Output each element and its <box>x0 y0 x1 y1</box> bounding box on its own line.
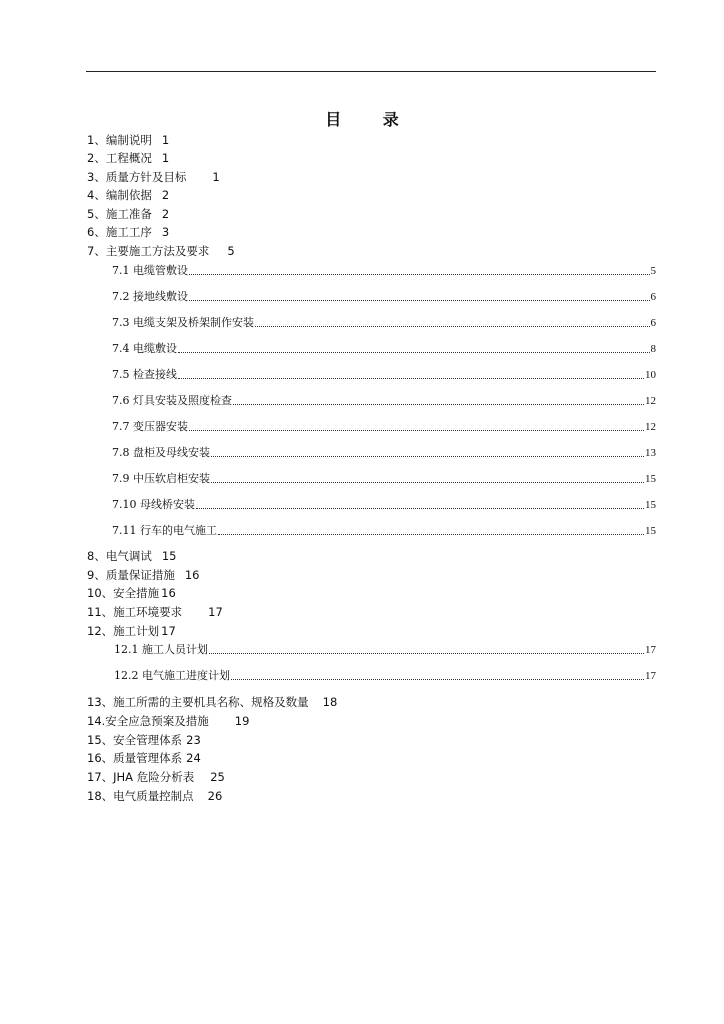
toc-entry[interactable]: 16、质量管理体系 24 <box>87 751 201 765</box>
leader-dots <box>189 273 650 275</box>
leader-dots <box>189 299 650 301</box>
leader-dots <box>189 429 644 431</box>
toc-entry[interactable]: 9、质量保证措施 16 <box>87 568 200 582</box>
toc-subentry[interactable]: 7.2 接地线敷设 6 <box>112 290 656 303</box>
toc-subentry[interactable]: 12.2 电气施工进度计划 17 <box>114 669 656 682</box>
toc-entry[interactable]: 8、电气调试 15 <box>87 549 177 563</box>
toc-subentry[interactable]: 7.3 电缆支架及桥架制作安装 6 <box>112 316 656 329</box>
leader-dots <box>211 481 644 483</box>
toc-subentry[interactable]: 7.10 母线桥安装 15 <box>112 498 656 511</box>
toc-entry[interactable]: 12、施工计划 17 <box>87 624 176 638</box>
toc-entry[interactable]: 7、主要施工方法及要求 5 <box>87 244 235 258</box>
leader-dots <box>196 507 644 509</box>
toc-entry[interactable]: 14.安全应急预案及措施 19 <box>87 714 250 728</box>
toc-subentry[interactable]: 7.4 电缆敷设 8 <box>112 342 656 355</box>
leader-dots <box>218 533 644 535</box>
toc-entry[interactable]: 18、电气质量控制点 26 <box>87 789 223 803</box>
toc-subentry[interactable]: 7.11 行车的电气施工 15 <box>112 524 656 537</box>
toc-entry[interactable]: 2、工程概况 1 <box>87 151 170 165</box>
leader-dots <box>209 652 644 654</box>
toc-entry[interactable]: 11、施工环境要求 17 <box>87 605 223 619</box>
leader-dots <box>178 377 644 379</box>
toc-title: 目 录 <box>325 110 417 129</box>
toc-entry[interactable]: 17、JHA 危险分析表 25 <box>87 770 225 784</box>
toc-entry[interactable]: 10、安全措施 16 <box>87 586 176 600</box>
toc-entry[interactable]: 6、施工工序 3 <box>87 225 170 239</box>
leader-dots <box>233 403 644 405</box>
toc-subentry[interactable]: 7.9 中压软启柜安装 15 <box>112 472 656 485</box>
leader-dots <box>178 351 650 353</box>
toc-subentry[interactable]: 12.1 施工人员计划 17 <box>114 643 656 656</box>
leader-dots <box>231 678 644 680</box>
toc-entry[interactable]: 3、质量方针及目标 1 <box>87 170 220 184</box>
toc-entry[interactable]: 13、施工所需的主要机具名称、规格及数量 18 <box>87 695 338 709</box>
toc-entry[interactable]: 15、安全管理体系 23 <box>87 733 201 747</box>
leader-dots <box>211 455 644 457</box>
toc-entry[interactable]: 4、编制依据 2 <box>87 188 170 202</box>
leader-dots <box>255 325 650 327</box>
toc-subentry[interactable]: 7.8 盘柜及母线安装 13 <box>112 446 656 459</box>
toc-entry[interactable]: 1、编制说明 1 <box>87 133 170 147</box>
toc-subentry[interactable]: 7.7 变压器安装 12 <box>112 420 656 433</box>
header-rule <box>86 71 656 72</box>
toc-subentry[interactable]: 7.6 灯具安装及照度检查 12 <box>112 394 656 407</box>
toc-subentry[interactable]: 7.5 检查接线 10 <box>112 368 656 381</box>
toc-subentry[interactable]: 7.1 电缆管敷设 5 <box>112 264 656 277</box>
toc-entry[interactable]: 5、施工准备 2 <box>87 207 170 221</box>
